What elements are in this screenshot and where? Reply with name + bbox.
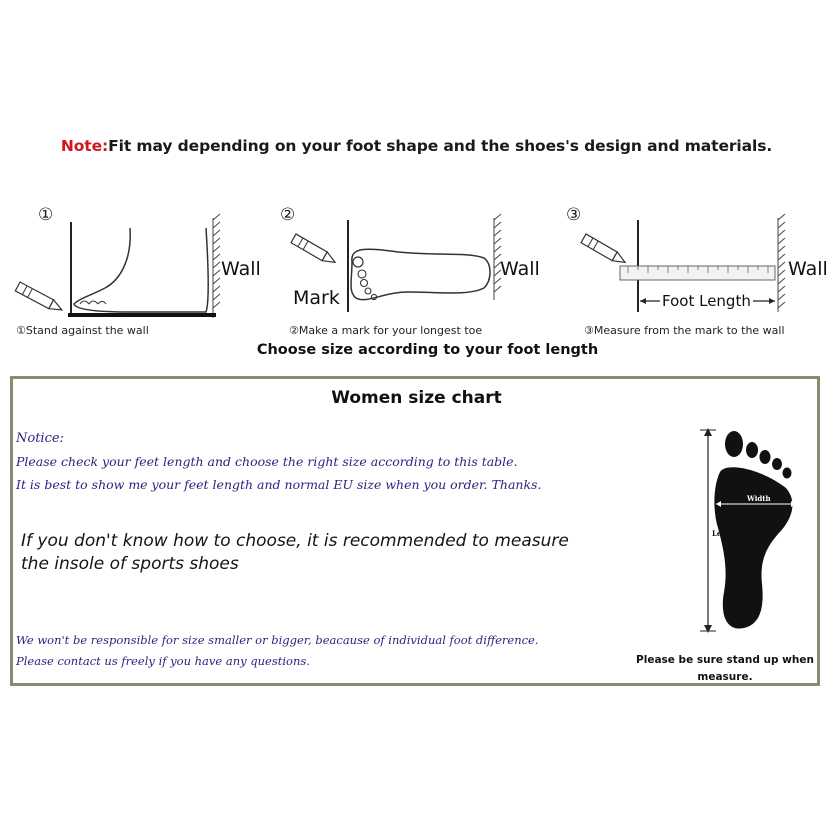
- step-2-caption: ②Make a mark for your longest toe: [289, 324, 483, 337]
- notice-heading: Notice:: [16, 431, 64, 446]
- note-prefix: Note:: [60, 137, 109, 155]
- disclaimer-line-1: We won't be responsible for size smaller or bigger, beacause of individual foot difference.: [16, 633, 539, 647]
- standup-line-2: measure.: [697, 671, 753, 683]
- step-2-wall-label: Wall: [500, 258, 540, 280]
- footprint-length-label: Length: [712, 529, 740, 538]
- step-1-caption: ①Stand against the wall: [16, 324, 149, 337]
- disclaimer-line-2: Please contact us freely if you have any questions.: [16, 654, 310, 668]
- footprint-icon: [690, 424, 810, 639]
- notice-line-1: Please check your feet length and choose the right size according to this table.: [16, 454, 518, 469]
- step-3-number: ③: [566, 205, 582, 225]
- step-1-number: ①: [38, 205, 54, 225]
- step-2-mark-label: Mark: [293, 287, 340, 309]
- step-1-illustration: [10, 200, 230, 325]
- step-3-foot-length-label: Foot Length: [662, 292, 751, 310]
- advice-line-2: the insole of sports shoes: [21, 554, 239, 574]
- choose-size-text: Choose size according to your foot length: [256, 342, 599, 358]
- standup-note: [628, 652, 822, 686]
- step-2-number: ②: [280, 205, 296, 225]
- advice-line-1: If you don't know how to choose, it is recommended to measure: [21, 531, 569, 551]
- standup-line-1: Please be sure stand up when: [636, 654, 814, 666]
- step-3-wall-label: Wall: [788, 258, 828, 280]
- step-3-caption: ③Measure from the mark to the wall: [584, 324, 785, 337]
- insole-advice: [21, 530, 569, 576]
- fit-note: [0, 137, 833, 155]
- footprint-width-label: Width: [747, 494, 771, 503]
- size-chart-title: Women size chart: [331, 388, 502, 408]
- note-text: Fit may depending on your foot shape and the shoes's design and materials.: [108, 137, 773, 155]
- step-1-wall-label: Wall: [221, 258, 261, 280]
- notice-line-2: It is best to show me your feet length and normal EU size when you order. Thanks.: [16, 477, 542, 492]
